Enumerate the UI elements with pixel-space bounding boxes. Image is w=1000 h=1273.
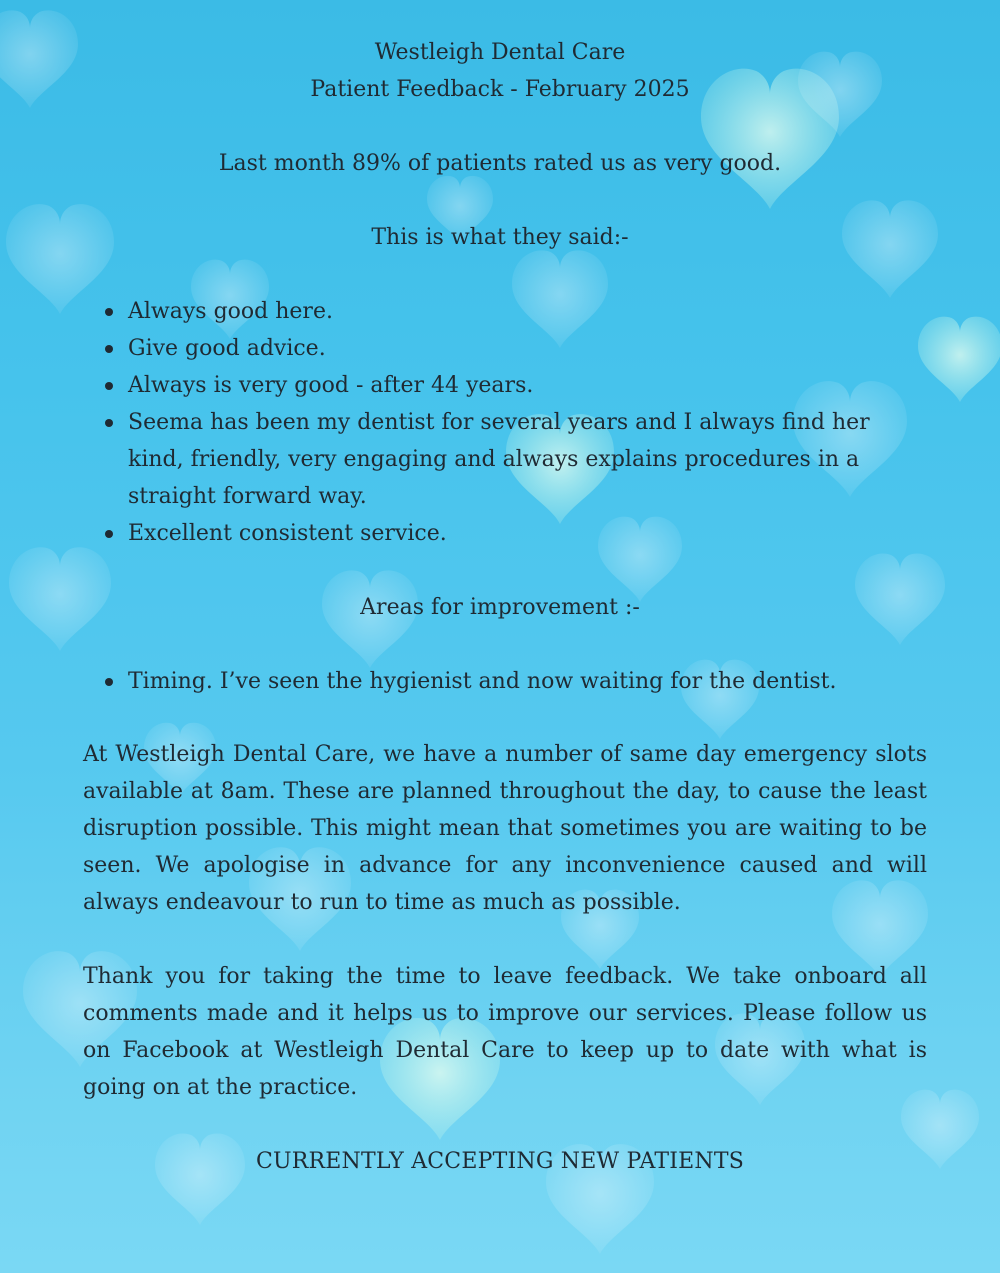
comments-intro: This is what they said:- <box>371 225 629 250</box>
improvement-item: Timing. I’ve seen the hygienist and now waiting for the dentist. <box>0 663 888 700</box>
thank-you-paragraph: Thank you for taking the time to leave feedback. We take onboard all comments made and it helps us to improve our services. Please follow us on Facebook at Westleigh Dental Care to keep up to date with what is going on at the practice. <box>83 964 927 1100</box>
comment-item: Excellent consistent service. <box>0 515 888 552</box>
new-patients-banner: CURRENTLY ACCEPTING NEW PATIENTS <box>255 1149 744 1174</box>
practice-response-paragraph: At Westleigh Dental Care, we have a number of same day emergency slots available at 8am. These are planned throughout the day, to cause the least disruption possible. This might mean that sometimes you are waiting to be seen. We apologise in advance for any inconvenience caused and will always endeavour to run to time as much as possible. <box>83 742 927 915</box>
rating-summary: Last month 89% of patients rated us as very good. <box>218 151 782 176</box>
improvements-list <box>0 663 888 700</box>
comment-item: Seema has been my dentist for several years and I always find her kind, friendly, very engaging and always explains procedures in a straight forward way. <box>0 404 888 515</box>
comment-item: Always is very good - after 44 years. <box>0 367 888 404</box>
patient-comments-list <box>0 293 888 552</box>
improvement-heading: Areas for improvement :- <box>360 595 640 620</box>
practice-name: Westleigh Dental Care <box>374 40 626 65</box>
feedback-subtitle: Patient Feedback - February 2025 <box>310 77 690 102</box>
comment-item: Always good here. <box>0 293 888 330</box>
comment-item: Give good advice. <box>0 330 888 367</box>
